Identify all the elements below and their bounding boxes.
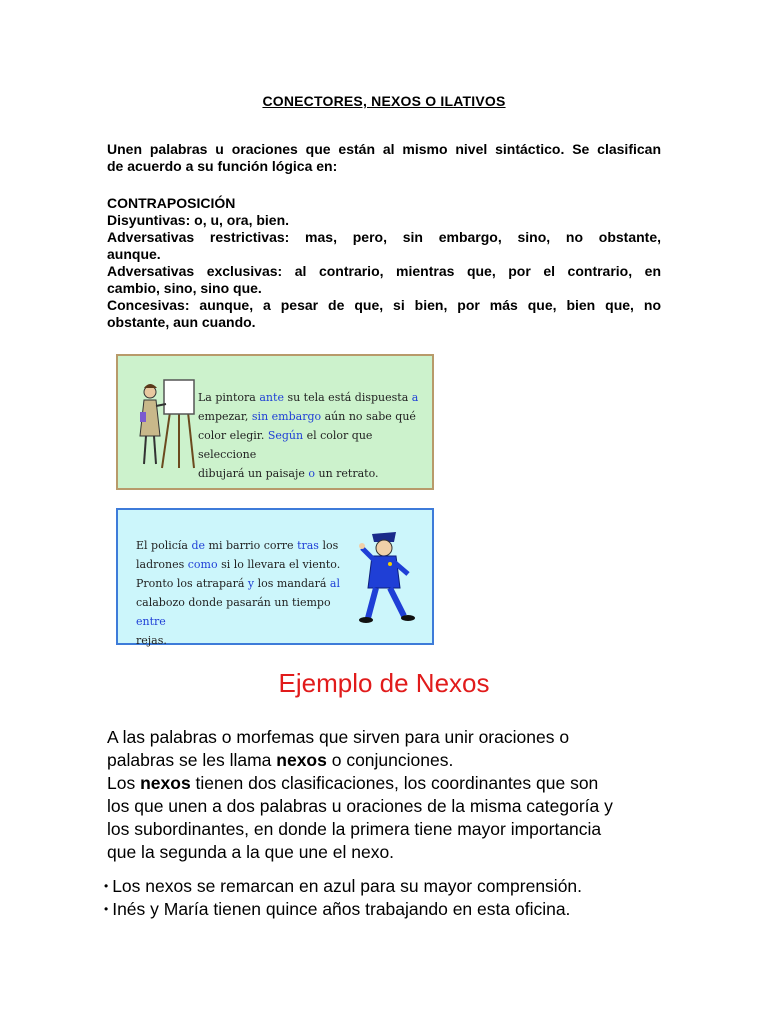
list-item: • Los nexos se remarcan en azul para su mayor comprensión. [104, 876, 583, 896]
concesivas-line: obstante, aun cuando. [107, 314, 256, 330]
painter-text-line: empezar, sin embargo aún no sabe qué [198, 410, 416, 423]
policeman-text-line: El policía de mi barrio corre tras los [136, 539, 339, 552]
painter-illustration [116, 354, 434, 490]
example-title: Ejemplo de Nexos [278, 668, 490, 698]
disyuntivas-line: Disyuntivas: o, u, ora, bien. [107, 212, 290, 228]
bullet-icon: • [104, 902, 109, 916]
paragraph-line: los subordinantes, en donde la primera tiene mayor importancia [107, 819, 602, 839]
intro-paragraph [107, 141, 661, 175]
section-heading: CONTRAPOSICIÓN [107, 195, 236, 211]
example-bullet-list [104, 875, 704, 921]
paragraph-line: Los nexos tienen dos clasificaciones, los coordinantes que son [107, 773, 599, 793]
painter-text-line: color elegir. Según el color que seleccione [198, 429, 373, 461]
paragraph-line: que la segunda a la que une el nexo. [107, 842, 395, 862]
policeman-text-line: Pronto los atrapará y los mandará al [136, 577, 340, 590]
intro-line: Unen palabras u oraciones que están al mismo nivel sintáctico. Se clasifican [107, 141, 661, 157]
restrictivas-line: aunque. [107, 246, 161, 262]
painter-text-line: La pintora ante su tela está dispuesta a [198, 391, 419, 404]
policeman-text [136, 536, 352, 650]
policeman-text-line: ladrones como si lo llevara el viento. [136, 558, 341, 571]
contraposicion-section [107, 195, 661, 331]
intro-line: de acuerdo a su función lógica en: [107, 158, 338, 174]
list-item: • Inés y María tienen quince años trabajando en esta oficina. [104, 899, 571, 919]
paragraph-line: palabras se les llama nexos o conjunciones. [107, 750, 454, 770]
painter-text-line: dibujará un paisaje o un retrato. [198, 467, 379, 480]
concesivas-line: Concesivas: aunque, a pesar de que, si bien, por más que, bien que, no [107, 297, 661, 313]
painter-figure-icon [136, 376, 198, 470]
paragraph-line: los que unen a dos palabras u oraciones de la misma categoría y [107, 796, 613, 816]
exclusivas-line: Adversativas exclusivas: al contrario, mientras que, por el contrario, en [107, 263, 661, 279]
policeman-illustration [116, 508, 434, 645]
bullet-icon: • [104, 879, 109, 893]
restrictivas-line: Adversativas restrictivas: mas, pero, sin embargo, sino, no obstante, [107, 229, 661, 245]
exclusivas-line: cambio, sino, sino que. [107, 280, 262, 296]
paragraph-line: A las palabras o morfemas que sirven para unir oraciones o [107, 727, 570, 747]
policeman-text-line: calabozo donde pasarán un tiempo entre [136, 596, 331, 628]
painter-text [198, 388, 426, 483]
policeman-text-line: rejas. [136, 634, 167, 647]
example-paragraph-1 [107, 726, 667, 864]
document-title: CONECTORES, NEXOS O ILATIVOS [262, 93, 506, 109]
policeman-figure-icon [358, 526, 422, 626]
